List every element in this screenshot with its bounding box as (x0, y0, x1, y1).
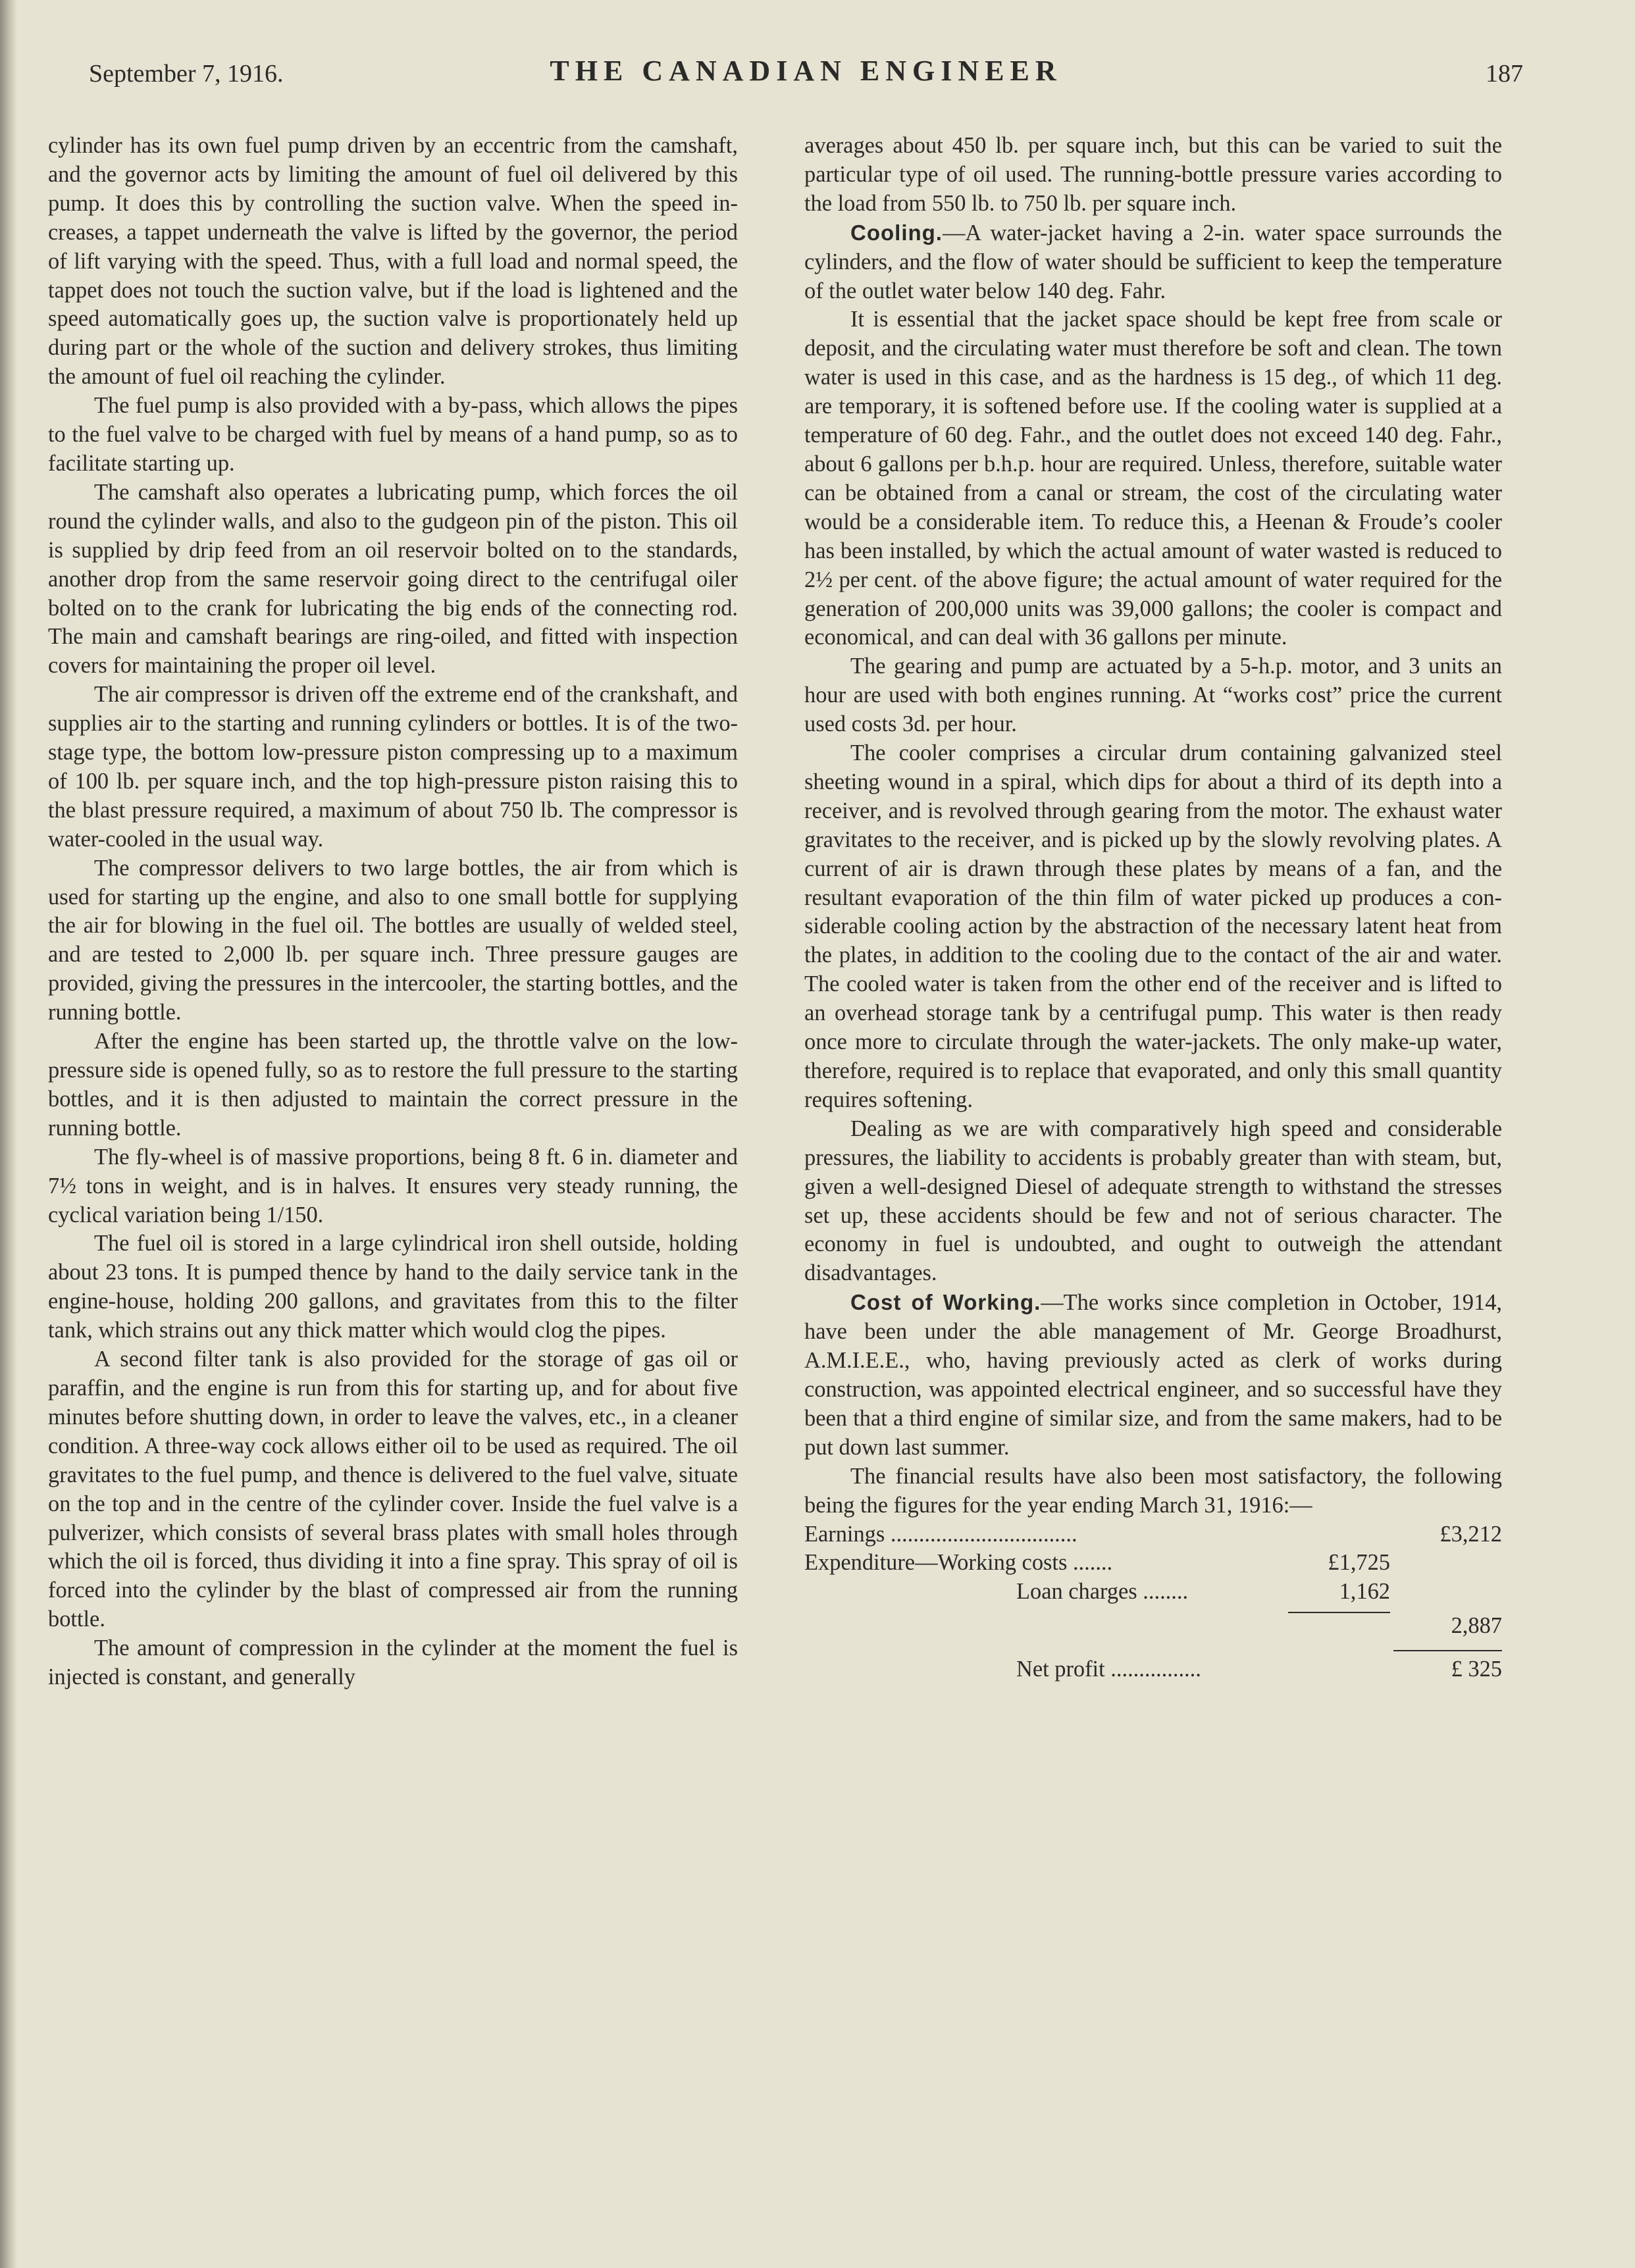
right-column (804, 132, 1502, 1684)
paragraph: It is essential that the jacket space should be kept free from scale or deposit, and the circulating water must therefore be soft and clean. The town water is used in this case, and as the hardness is 15 deg., of which 11 deg. are temporary, it is softened before use. If the cooling water is supplied at a temperature of 60 deg. Fahr., and the outlet does not exceed 140 deg. Fahr., about 6 gallons per b.h.p. hour are required. Unless, therefore, suitable water can be obtained from a canal or stream, the cost of the circulating water would be a considerable item. To reduce this, a Heenan & Froude’s cooler has been installed, by which the actual amount of water wasted is reduced to 2½ per cent. of the above figure; the actual amount of water required for the generation of 200,000 units was 39,000 gallons; the cooler is compact and economical, and can deal with 36 gallons per minute. (804, 307, 1502, 650)
leader-dots: ................ (1104, 1657, 1201, 1682)
paragraph: Dealing as we are with comparatively high speed and considerable pressures, the liability to accidents is probably greater than with steam, but, given a well-designed Diesel of adequate strength to withstand the stresses set up, these accidents should be few and not of serious character. The economy in fuel is undoubted, and ought to outweigh the attendant disadvantages. (804, 1116, 1502, 1286)
paragraph-text: —A water-jacket having a 2-in. water space surrounds the cylinders, and the flow of water should be sufficient to keep the temperature of the outlet water below 140 deg. Fahr. (804, 220, 1502, 303)
paragraph: The fuel oil is stored in a large cylindrical iron shell outside, holding about 23 tons. It is pumped thence by hand to the daily service tank in the engine-house, holding 200 gallons, and gravitates from this to the filter tank, which strains out any thick matter which would clog the pipes. (48, 1231, 738, 1343)
working-costs-amount: £1,725 (1328, 1550, 1390, 1576)
net-profit-label: Net profit (1016, 1657, 1105, 1682)
leader-dots: ................................. (885, 1521, 1077, 1547)
net-profit-row (804, 1655, 1502, 1684)
loan-label: Loan charges (1016, 1579, 1137, 1605)
paragraph: The cooler comprises a circular drum containing galvanized steel sheeting wound in a spiral, which dips for about a third of its depth into a receiver, and is revolved through gearing from the motor. The exhaust water gravitates to the receiver, and is picked up by the slowly revolving plates. A current of air is drawn through these plates by means of a fan, and the resultant evaporation of the thin film of water picked up produces a considerable cooling action by the abstraction of the necessary latent heat from the plates, in addition to the cooling due to the contact of the air and water. The cooled water is taken from the other end of the receiver and is lifted to an overhead storage tank by a centrifugal pump. This water is then ready once more to circulate through the water-jackets. The only make-up water, therefore, required is to replace that evaporated, and only this small quantity requires softening. (804, 740, 1502, 1112)
expenditure-total: 2,887 (1451, 1613, 1502, 1639)
financial-table (804, 1520, 1502, 1684)
page-number: 187 (1486, 60, 1523, 88)
earnings-amount: £3,212 (1440, 1521, 1502, 1547)
total-rule (1393, 1650, 1502, 1651)
expenditure-label: Expenditure—Working costs (804, 1550, 1068, 1576)
expenditure-total-row (804, 1607, 1502, 1639)
earnings-row (804, 1520, 1502, 1549)
earnings-label: Earnings (804, 1521, 885, 1547)
paragraph: cylinder has its own fuel pump driven by an eccentric from the camshaft, and the governor acts by limiting the amount of fuel oil delivered by this pump. It does this by controlling the suction valve. When the speed increases, a tappet underneath the valve is lifted by the governor, the period of lift varying with the speed. Thus, with a full load and normal speed, the tappet does not touch the suction valve, but if the load is lightened and the speed automatically goes up, the suction valve is proportionately held up during part or the whole of the suction and delivery strokes, thus limiting the amount of fuel oil reaching the cylinder. (48, 133, 738, 390)
subtotal-rule (1288, 1612, 1390, 1613)
page-spine (0, 0, 17, 2268)
paragraph: averages about 450 lb. per square inch, but this can be varied to suit the particular type of oil used. The running-bottle pressure varies according to the load from 550 lb. to 750 lb. per square inch. (804, 133, 1502, 216)
paragraph: The financial results have also been most satisfactory, the following being the figures for the year ending March 31, 1916:— (804, 1463, 1502, 1518)
loan-charges-amount: 1,162 (1339, 1579, 1390, 1605)
header-date: September 7, 1916. (89, 60, 284, 88)
paragraph: A second filter tank is also provided for the storage of gas oil or paraffin, and the engine is run from this for starting up, and for about five minutes before shutting down, in order to leave the valves, etc., in a cleaner condition. A three-way cock allows either oil to be used as required. The oil gravitates to the fuel pump, and thence is delivered to the fuel valve, situate on the top and in the centre of the cylinder cover. Inside the fuel valve is a pulverizer, which consists of several brass plates with small holes through which the oil is forced, thus dividing it into a fine spray. This spray of oil is forced into the cylinder by the blast of compressed air from the running bottle. (48, 1347, 738, 1632)
net-profit-amount: £ 325 (1451, 1657, 1502, 1682)
section-heading-cooling: Cooling. (850, 220, 943, 245)
spacer-row (804, 1636, 1502, 1655)
paragraph: The air compressor is driven off the extreme end of the crankshaft, and supplies air to the starting and running cylinders or bottles. It is of the two-stage type, the bottom low-pressure piston compressing up to a maximum of 100 lb. per square inch, and the top high-pressure piston raising this to the blast pressure required, a maximum of about 750 lb. The compressor is water-cooled in the usual way. (48, 682, 738, 852)
leader-dots: ........ (1137, 1579, 1189, 1605)
journal-title: THE CANADIAN ENGINEER (550, 55, 1062, 87)
paragraph: After the engine has been started up, the throttle valve on the low-pressure side is opened fully, so as to restore the full pressure to the starting bottles, and it is then adjusted to maintain the correct pressure in the running bottle. (48, 1029, 738, 1141)
paragraph: The fuel pump is also provided with a by-pass, which allows the pipes to the fuel valve to be charged with fuel by means of a hand pump, so as to facilitate starting up. (48, 393, 738, 476)
paragraph: The amount of compression in the cylinder at the moment the fuel is injected is constant, and generally (48, 1636, 738, 1690)
working-costs-row (804, 1549, 1502, 1578)
paragraph: The camshaft also operates a lubricating pump, which forces the oil round the cylinder walls, and also to the gudgeon pin of the piston. This oil is supplied by drip feed from an oil reservoir bolted on to the standards, another drop from the same reservoir going direct to the centrifugal oiler bolted on to the crank for lubricating the big ends of the connecting rod. The main and camshaft bearings are ring-oiled, and fitted with inspection covers for maintaining the proper oil level. (48, 479, 738, 679)
paragraph: The fly-wheel is of massive proportions, being 8 ft. 6 in. diameter and 7½ tons in weight, and is in halves. It ensures very steady running, the cyclical variation being 1/150. (48, 1144, 738, 1227)
cooling-paragraph (804, 219, 1502, 306)
leader-dots: ....... (1067, 1550, 1113, 1576)
paragraph: The gearing and pump are actuated by a 5-h.p. motor, and 3 units an hour are used with both engines running. At “works cost” price the current used costs 3d. per hour. (804, 654, 1502, 737)
paragraph: The compressor delivers to two large bottles, the air from which is used for starting up the engine, and also to one small bottle for supplying the air for blowing in the fuel oil. The bottles are usually of welded steel, and are tested to 2,000 lb. per square inch. Three pressure gauges are provided, giving the pressures in the intercooler, the starting bottles, and the running bottle. (48, 855, 738, 1025)
cost-paragraph (804, 1288, 1502, 1462)
running-header (89, 54, 1523, 100)
paragraph-text: —The works since completion in October, 1914, have been under the able management of Mr. George Broadhurst, A.M.I.E.E., who, having previously acted as clerk of works during construction, was appointed electrical engineer, and so successful have they been that a third engine of similar size, and from the same makers, had to be put down last summer. (804, 1290, 1502, 1460)
loan-charges-row (804, 1578, 1502, 1607)
section-heading-cost: Cost of Working. (850, 1290, 1041, 1315)
left-column (48, 132, 738, 1692)
